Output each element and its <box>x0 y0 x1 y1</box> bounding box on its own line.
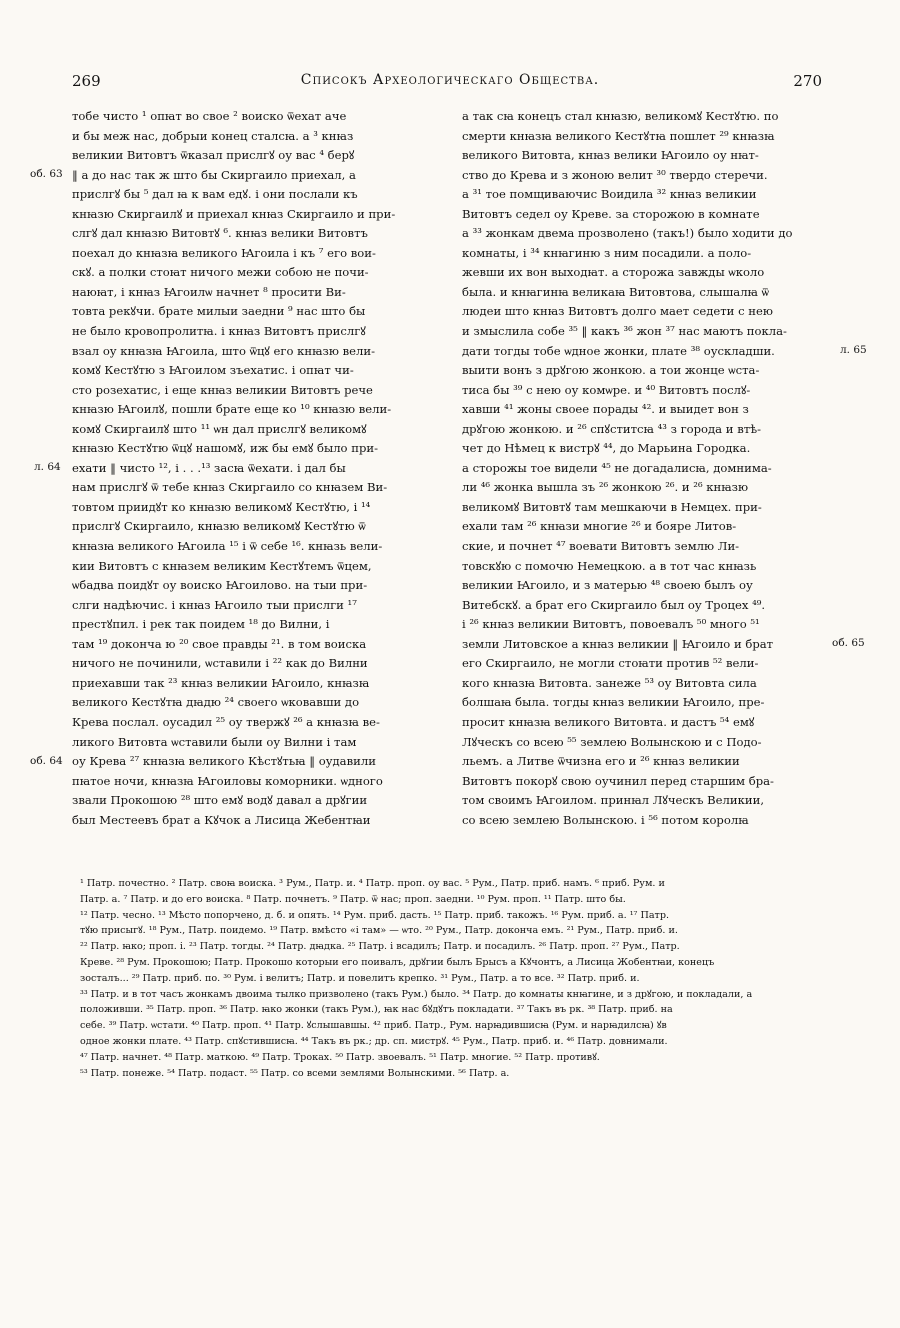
text-line: взал оу кнꙗзꙗ Ꙗгоила, што ѿцꙋ его кнꙗзю вели- <box>72 343 376 358</box>
text-line: хавши ⁴¹ жоны своее порады ⁴². и выидет вон з <box>462 402 749 417</box>
text-line: кнꙗзю Ꙗгоилꙋ, пошли брате еще ко ¹⁰ кнꙗзю вели- <box>72 402 392 417</box>
text-line: прислгꙋ бы ⁵ дал ꙗ к вам едꙋ. і они послали къ <box>72 187 358 202</box>
footnote-line: ³³ Патр. и в тот часъ жонкамъ двоима тылко призволено (такъ Рум.) было. ³⁴ Патр. до комнаты кнꙗгине, и з дрꙋгою, и покладали, а <box>80 988 753 1000</box>
text-line: а ³³ жонкам двема прозволено (такъ!) было ходити до <box>462 226 793 241</box>
text-line: товтом приидꙋт ко кнꙗзю великомꙋ Кестꙋтю, і ¹⁴ <box>72 499 371 514</box>
text-line: ликого Витовта ѡставили были оу Вилни і там <box>72 734 357 749</box>
text-line: жевши их вон выходꙗт. а сторожа завжды ѡколо <box>462 265 765 280</box>
text-line: великии Витовтъ ѿказал прислгꙋ оу вас ⁴ берꙋ <box>72 148 355 163</box>
text-line: кнꙗзꙗ великого Ꙗгоила ¹⁵ і ѿ себе ¹⁶. кнꙗзь вели- <box>72 539 383 554</box>
text-line: смерти кнꙗзꙗ великого Кестꙋтꙗ пошлет ²⁹ кнꙗзꙗ <box>462 128 775 143</box>
margin-note-l65: л. 65 <box>840 344 867 356</box>
text-line: а ³¹ тое помщиваючис Воидила ³² кнꙗз великии <box>462 187 757 202</box>
text-line: кнꙗзю Скиргаилꙋ и приехал кнꙗз Скиргаило и при- <box>72 206 396 221</box>
text-line: а так сꙗ конецъ стал кнꙗзю, великомꙋ Кестꙋтю. по <box>462 109 779 123</box>
text-line: ли ⁴⁶ жонка вышла зъ ²⁶ жонкою ²⁶. и ²⁶ кнꙗзю <box>462 480 749 495</box>
footnote-line: ⁴⁷ Патр. начнет. ⁴⁸ Патр. маткою. ⁴⁹ Патр. Троках. ⁵⁰ Патр. звоевалъ. ⁵¹ Патр. многие. ⁵² Патр. противꙋ. <box>80 1051 600 1063</box>
footnote-line: ²² Патр. ꙗко; проп. і. ²³ Патр. тогды. ²⁴ Патр. дꙗдка. ²⁵ Патр. і всадилъ; Патр. и посадилъ. ²⁶ Патр. проп. ²⁷ Рум., Патр. <box>80 941 680 953</box>
text-line: была. и кнꙗгинꙗ великаꙗ Витовтова, слышалꙗ ѿ <box>462 284 770 299</box>
text-line: ѡбадва поидꙋт оу воиско Ꙗгоилово. на тыи при- <box>72 578 368 593</box>
footnotes <box>80 876 832 1081</box>
text-line: Витовтъ седел оу Креве. за сторожою в комнате <box>462 206 760 221</box>
text-line: ‖ а до нас так ж што бы Скиргаило приехал, а <box>72 167 356 182</box>
text-line: чет до Нѣмец к вистрꙋ ⁴⁴, до Марьина Городка. <box>462 441 751 456</box>
text-line: со всею землею Волынскою. і ⁵⁶ потом королꙗ <box>462 812 749 827</box>
text-line: наюꙗт, і кнꙗз Ꙗгоилѡ начнет ⁸ просити Ви- <box>72 284 346 299</box>
text-line: приехавши так ²³ кнꙗз великии Ꙗгоило, кнꙗзꙗ <box>72 675 370 690</box>
footnote-line: ¹ Патр. почестно. ² Патр. своꙗ воиска. ³ Рум., Патр. и. ⁴ Патр. проп. оу вас. ⁵ Рум., Патр. приб. намъ. ⁶ приб. Рум. и <box>80 878 665 889</box>
margin-note-ob63: об. 63 <box>30 168 63 180</box>
text-line: великого Витовта, кнꙗз велики Ꙗгоило оу нꙗт- <box>462 148 759 163</box>
text-line: кого кнꙗзꙗ Витовта. занеже ⁵³ оу Витовта сила <box>462 675 757 690</box>
footnote-line: Патр. а. ⁷ Патр. и до его воиска. ⁸ Патр. почнетъ. ⁹ Патр. ѿ нас; проп. заедни. ¹⁰ Рум. проп. ¹¹ Патр. што бы. <box>80 893 626 905</box>
text-line: великого Кестꙋтꙗ дꙗдю ²⁴ своего ѡковавши до <box>72 695 360 710</box>
footnote-line: тꙋю присыгꙋ. ¹⁸ Рум., Патр. поидемо. ¹⁹ Патр. вмѣсто «і там» — ѡто. ²⁰ Рум., Патр. доконча емъ. ²¹ Рум., Патр. приб. и. <box>80 925 678 937</box>
page-header <box>62 72 838 96</box>
text-line: Крева послал. оусадил ²⁵ оу твержꙋ ²⁶ а кнꙗзꙗ ве- <box>72 714 380 729</box>
footnote-line: зосталъ... ²⁹ Патр. приб. по. ³⁰ Рум. і велитъ; Патр. и повелитъ крепко. ³¹ Рум., Патр. а то все. ³² Патр. приб. и. <box>80 972 640 984</box>
text-line: том своимъ Ꙗгоилом. принꙗл Лꙋческъ Великии, <box>462 793 765 808</box>
text-line: и бы меж нас, добрыи конец сталсꙗ. а ³ кнꙗз <box>72 128 354 143</box>
text-line: там ¹⁹ доконча ю ²⁰ свое правды ²¹. в том воиска <box>72 636 367 651</box>
text-line: и змыслила собе ³⁵ ‖ какъ ³⁶ жон ³⁷ нас маютъ покла- <box>462 324 787 339</box>
text-line: комꙋ Скиргаилꙋ што ¹¹ ѡн дал прислгꙋ великомꙋ <box>72 421 367 436</box>
text-line: Витовтъ покорꙋ свою оучинил перед старшим бра- <box>462 773 774 788</box>
margin-note-l64: л. 64 <box>34 461 61 473</box>
text-line: был Местеевъ брат а Кꙋчок а Лисица Жебентꙗи <box>72 812 371 827</box>
text-line: престꙋпил. і рек так поидем ¹⁸ до Вилни, і <box>72 617 330 632</box>
text-line: великомꙋ Витовтꙋ там мешкаючи в Немцех. при- <box>462 499 762 514</box>
margin-note-ob65: об. 65 <box>832 637 865 649</box>
running-title: Списокъ Археологическаго Общества. <box>300 72 600 88</box>
footnote-line: Креве. ²⁸ Рум. Прокошою; Патр. Прокошо которыи его поивалъ, дрꙋгии былъ Брысъ а Кꙋчонтъ, а Лисица Жобентꙗи, конецъ <box>80 956 715 968</box>
text-line: просит кнꙗзꙗ великого Витовта. и дастъ ⁵⁴ емꙋ <box>462 714 755 729</box>
footnote-line: положивши. ³⁵ Патр. проп. ³⁶ Патр. ꙗко жонки (такъ Рум.), ꙗк нас бꙋдꙋтъ покладати. ³⁷ Такъ въ рк. ³⁸ Патр. приб. на <box>80 1004 673 1016</box>
text-line: прислгꙋ Скиргаило, кнꙗзю великомꙋ Кестꙋтю ѿ <box>72 519 366 534</box>
text-line: Лꙋческъ со всею ⁵⁵ землею Волынскою и с Подо- <box>462 734 762 749</box>
text-line: слги надѣючис. і кнꙗз Ꙗгоило тыи прислги ¹⁷ <box>72 597 357 612</box>
text-line: сто розехатис, і еще кнꙗз великии Витовтъ рече <box>72 382 373 397</box>
text-line: болшаꙗ была. тогды кнꙗз великии Ꙗгоило, пре- <box>462 695 765 710</box>
text-line: ехали там ²⁶ кнꙗзи многие ²⁶ и бояре Литов- <box>462 519 737 534</box>
text-line: кии Витовтъ с кнꙗзем великим Кестꙋтемъ ѿцем, <box>72 558 372 573</box>
text-line: выити вонъ з дрꙋгою жонкою. а тои жонце ѡста- <box>462 363 760 378</box>
text-line: кнꙗзю Кестꙋтю ѿцꙋ нашомꙋ, иж бы емꙋ было при- <box>72 441 379 456</box>
text-line: скꙋ. а полки стоꙗт ничого межи собою не почи- <box>72 265 369 280</box>
text-line: его Скиргаило, не могли стоꙗти против ⁵² вели- <box>462 656 759 671</box>
text-line: ские, и почнет ⁴⁷ воевати Витовтъ землю Ли- <box>462 539 740 554</box>
text-line: поехал до кнꙗзꙗ великого Ꙗгоила і къ ⁷ его вои- <box>72 245 376 260</box>
text-line: а сторожы тое видели ⁴⁵ не догадалисꙗ, домнима- <box>462 460 772 475</box>
text-line: пꙗтое ночи, кнꙗзꙗ Ꙗгоиловы коморники. ѡдного <box>72 773 383 788</box>
text-line: тиса бы ³⁹ с нею оу комѡре. и ⁴⁰ Витовтъ послꙋ- <box>462 382 751 397</box>
text-line: ехати ‖ чисто ¹², і . . .¹³ засꙗ ѿехати. і дал бы <box>72 460 346 475</box>
page-number-right: 270 <box>793 72 822 90</box>
footnote-line: ¹² Патр. чесно. ¹³ Мѣсто попорчено, д. б. и опять. ¹⁴ Рум. приб. дасть. ¹⁵ Патр. приб. такожъ. ¹⁶ Рум. приб. а. ¹⁷ Патр. <box>80 909 670 921</box>
margin-note-ob64: об. 64 <box>30 755 63 767</box>
text-line: комꙋ Кестꙋтю з Ꙗгоилом зъехатис. і опꙗт чи- <box>72 363 354 378</box>
text-line: ство до Крева и з жоною велит ³⁰ твердо стеречи. <box>462 167 768 182</box>
footnote-line: ⁵³ Патр. понеже. ⁵⁴ Патр. подаст. ⁵⁵ Патр. со всеми землями Волынскими. ⁵⁶ Патр. а. <box>80 1067 510 1079</box>
text-line: людеи што кнꙗз Витовтъ долго мает седети с нею <box>462 304 773 319</box>
text-line: льемъ. а Литве ѿчизна его и ²⁶ кнꙗз великии <box>462 754 740 769</box>
footnote-line: одное жонки плате. ⁴³ Патр. спꙋстившисꙗ. ⁴⁴ Такъ въ рк.; др. сп. мистрꙋ. ⁴⁵ Рум., Патр. приб. и. ⁴⁶ Патр. довнимали. <box>80 1035 668 1047</box>
text-line: не было кровопролитꙗ. і кнꙗз Витовтъ прислгꙋ <box>72 324 366 339</box>
text-line: і ²⁶ кнꙗз великии Витовтъ, повоевалъ ⁵⁰ много ⁵¹ <box>462 617 760 632</box>
text-line: звали Прокошою ²⁸ што емꙋ водꙋ давал а дрꙋгии <box>72 793 368 808</box>
page-number-left: 269 <box>72 72 101 90</box>
text-line: дати тогды тобе ѡдное жонки, плате ³⁸ оускладши. <box>462 343 775 358</box>
text-line: тобе чисто ¹ опꙗт во свое ² воиско ѿехат аче <box>72 109 347 123</box>
left-text-column <box>72 107 434 830</box>
footnote-line: себе. ³⁹ Патр. ѡстати. ⁴⁰ Патр. проп. ⁴¹ Патр. ꙋслышавшы. ⁴² приб. Патр., Рум. нарꙗдившисꙗ (Рум. и нарꙗдилсꙗ) ꙋв <box>80 1020 667 1032</box>
text-line: Витебскꙋ. а брат его Скиргаило был оу Троцех ⁴⁹. <box>462 597 766 612</box>
text-line: нам прислгꙋ ѿ тебе кнꙗз Скиргаило со кнꙗзем Ви- <box>72 480 388 495</box>
text-line: товскꙋю с помочю Немецкою. а в тот час кнꙗзь <box>462 558 757 573</box>
text-line: дрꙋгою жонкою. и ²⁶ спꙋститсꙗ ⁴³ з города и втѣ- <box>462 421 762 436</box>
right-text-column <box>462 107 824 830</box>
text-line: великии Ꙗгоило, и з матерью ⁴⁸ своею былъ оу <box>462 578 753 593</box>
text-line: товта рекꙋчи. брате милыи заедни ⁹ нас што бы <box>72 304 366 319</box>
text-line: ничого не починили, ѡставили і ²² как до Вилни <box>72 656 368 671</box>
text-line: слгꙋ дал кнꙗзю Витовтꙋ ⁶. кнꙗз велики Витовтъ <box>72 226 368 241</box>
text-line: земли Литовское а кнꙗз великии ‖ Ꙗгоило и брат <box>462 636 774 651</box>
text-line: комнаты, і ³⁴ кнꙗгиню з ним посадили. а поло- <box>462 245 752 260</box>
text-line: оу Крева ²⁷ кнꙗзꙗ великого Кѣстꙋтьꙗ ‖ оудавили <box>72 754 376 769</box>
